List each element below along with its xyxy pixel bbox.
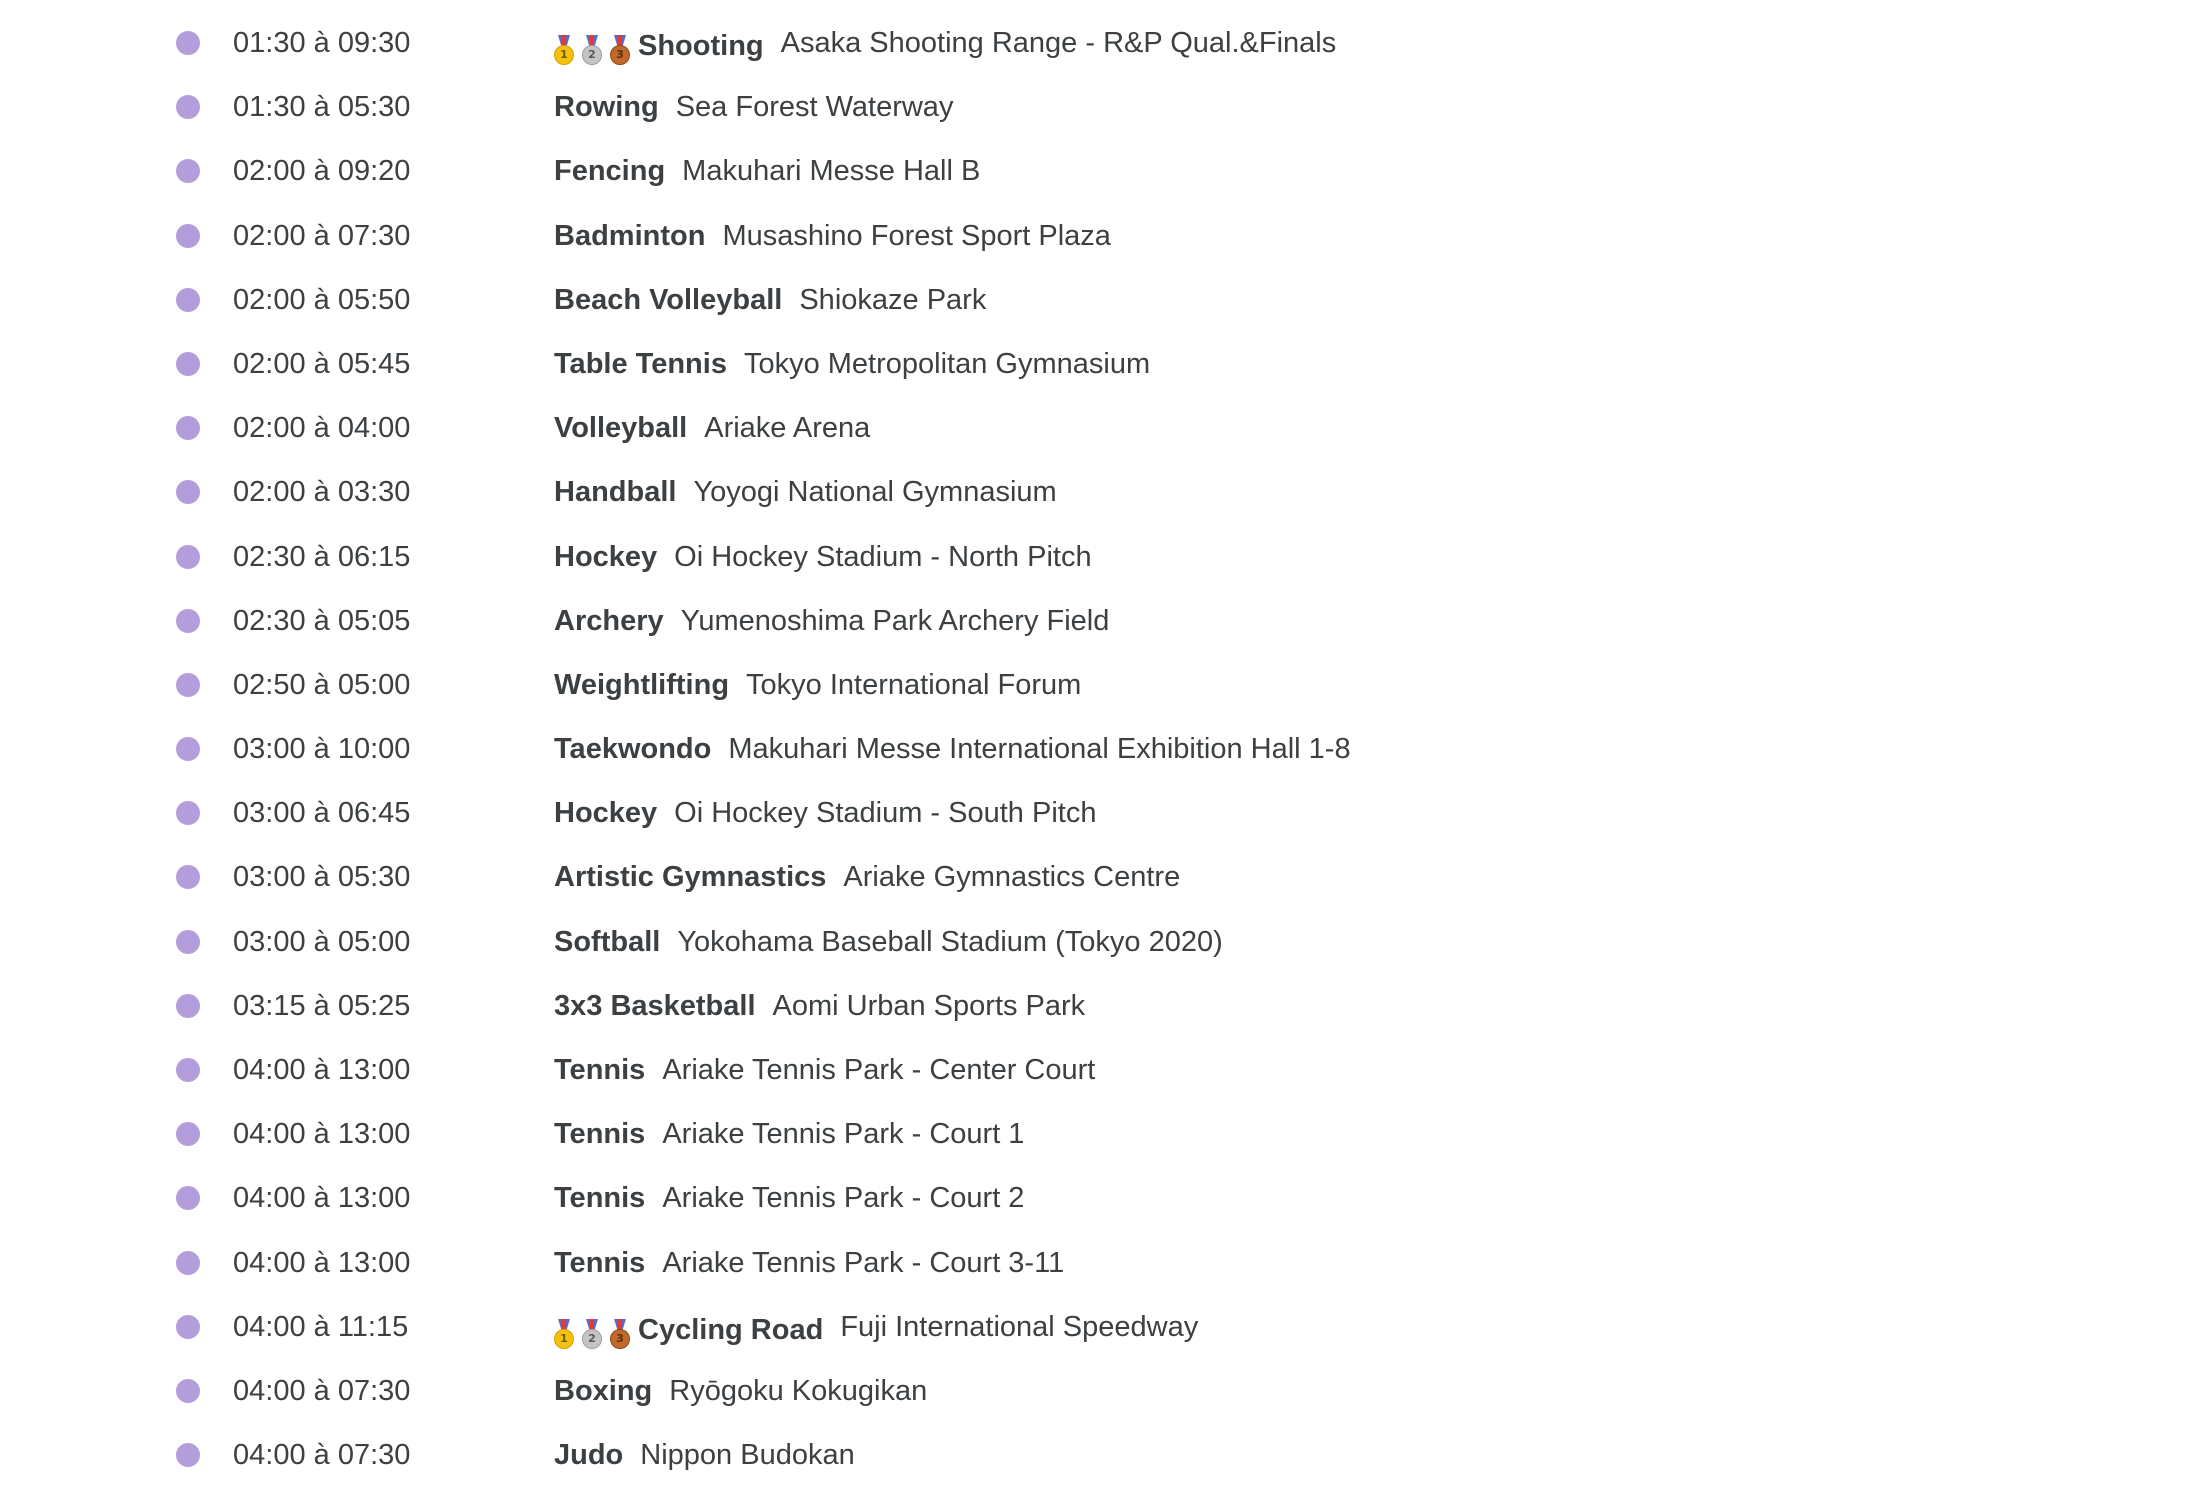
bronze-medal-icon: 3 xyxy=(610,1319,630,1349)
event-details xyxy=(554,1433,855,1477)
event-venue: Makuhari Messe Hall B xyxy=(682,155,981,188)
event-sport: Shooting xyxy=(638,30,764,62)
event-venue: Yoyogi National Gymnasium xyxy=(693,476,1057,509)
event-color-dot-icon xyxy=(176,31,200,55)
event-venue: Fuji International Speedway xyxy=(840,1310,1199,1343)
event-venue: Ariake Tennis Park - Court 2 xyxy=(662,1182,1025,1215)
event-row[interactable] xyxy=(0,85,2188,149)
event-sport: Archery xyxy=(554,604,664,637)
event-row[interactable] xyxy=(0,214,2188,278)
event-sport: Badminton xyxy=(554,219,706,252)
event-venue: Tokyo International Forum xyxy=(746,668,1082,701)
event-time: 02:50 à 05:00 xyxy=(233,668,411,701)
event-row[interactable] xyxy=(0,342,2188,406)
event-color-dot-icon xyxy=(176,865,200,889)
event-sport: Softball xyxy=(554,925,661,958)
event-color-dot-icon xyxy=(176,1122,200,1146)
event-color-dot-icon xyxy=(176,159,200,183)
event-row[interactable] xyxy=(0,1433,2188,1497)
event-color-dot-icon xyxy=(176,1186,200,1210)
event-venue: Ariake Tennis Park - Court 1 xyxy=(662,1118,1025,1151)
event-time: 03:00 à 05:00 xyxy=(233,925,411,958)
event-row[interactable] xyxy=(0,920,2188,984)
event-details xyxy=(554,1369,927,1413)
event-color-dot-icon xyxy=(176,930,200,954)
event-details xyxy=(554,21,1336,65)
event-venue: Tokyo Metropolitan Gymnasium xyxy=(743,347,1151,380)
event-details xyxy=(554,1048,1095,1092)
event-time: 04:00 à 07:30 xyxy=(233,1439,411,1472)
event-time: 03:00 à 06:45 xyxy=(233,797,411,830)
event-row[interactable] xyxy=(0,1305,2188,1369)
event-sport: Tennis xyxy=(554,1246,646,1279)
event-details xyxy=(554,599,1109,643)
event-details xyxy=(554,470,1057,514)
event-time: 02:00 à 05:50 xyxy=(233,283,411,316)
event-row[interactable] xyxy=(0,791,2188,855)
event-row[interactable] xyxy=(0,278,2188,342)
event-time: 03:15 à 05:25 xyxy=(233,989,411,1022)
event-time: 01:30 à 09:30 xyxy=(233,27,411,59)
event-time: 02:00 à 04:00 xyxy=(233,412,411,445)
event-venue: Aomi Urban Sports Park xyxy=(772,989,1086,1022)
event-sport: Volleyball xyxy=(554,412,688,445)
event-row[interactable] xyxy=(0,406,2188,470)
event-details xyxy=(554,1305,1198,1349)
event-sport: Taekwondo xyxy=(554,733,712,766)
event-venue: Ariake Arena xyxy=(704,412,871,445)
event-color-dot-icon xyxy=(176,545,200,569)
event-sport: Hockey xyxy=(554,540,658,573)
event-time: 03:00 à 10:00 xyxy=(233,733,411,766)
event-venue: Oi Hockey Stadium - North Pitch xyxy=(674,540,1092,573)
event-details xyxy=(554,85,953,129)
event-time: 02:00 à 09:20 xyxy=(233,155,411,188)
event-color-dot-icon xyxy=(176,480,200,504)
event-details xyxy=(554,214,1111,258)
event-details xyxy=(554,1241,1064,1285)
event-venue: Musashino Forest Sport Plaza xyxy=(722,219,1111,252)
event-sport: Tennis xyxy=(554,1118,646,1151)
agenda-list xyxy=(0,21,2188,1497)
event-color-dot-icon xyxy=(176,1379,200,1403)
medal-event-indicator xyxy=(554,21,630,65)
event-sport: Fencing xyxy=(554,155,666,188)
event-venue: Makuhari Messe International Exhibition Hall 1-8 xyxy=(728,733,1351,766)
event-sport: 3x3 Basketball xyxy=(554,989,756,1022)
event-sport: Tennis xyxy=(554,1054,646,1086)
event-row[interactable] xyxy=(0,1176,2188,1240)
event-color-dot-icon xyxy=(176,801,200,825)
event-sport: Beach Volleyball xyxy=(554,283,783,316)
event-time: 04:00 à 07:30 xyxy=(233,1374,411,1407)
event-row[interactable] xyxy=(0,1241,2188,1305)
event-sport: Boxing xyxy=(554,1374,653,1407)
event-sport: Hockey xyxy=(554,797,658,830)
event-sport: Judo xyxy=(554,1439,624,1472)
event-row[interactable] xyxy=(0,855,2188,919)
event-color-dot-icon xyxy=(176,1251,200,1275)
event-sport: Weightlifting xyxy=(554,668,730,701)
event-venue: Yumenoshima Park Archery Field xyxy=(680,604,1110,637)
event-row[interactable] xyxy=(0,21,2188,85)
event-details xyxy=(554,855,1180,899)
event-details xyxy=(554,727,1351,771)
event-row[interactable] xyxy=(0,149,2188,213)
event-time: 04:00 à 13:00 xyxy=(233,1246,411,1279)
event-row[interactable] xyxy=(0,1369,2188,1433)
event-venue: Sea Forest Waterway xyxy=(675,91,954,124)
event-row[interactable] xyxy=(0,663,2188,727)
event-color-dot-icon xyxy=(176,1058,200,1082)
gold-medal-icon: 1 xyxy=(554,1319,574,1349)
event-color-dot-icon xyxy=(176,673,200,697)
event-venue: Ariake Tennis Park - Center Court xyxy=(662,1054,1096,1086)
event-venue: Ryōgoku Kokugikan xyxy=(669,1374,928,1407)
event-details xyxy=(554,342,1150,386)
event-time: 04:00 à 13:00 xyxy=(233,1054,411,1086)
event-color-dot-icon xyxy=(176,416,200,440)
event-sport: Rowing xyxy=(554,91,659,124)
bronze-medal-icon: 3 xyxy=(610,35,630,65)
event-sport: Tennis xyxy=(554,1182,646,1215)
event-details xyxy=(554,278,986,322)
event-details xyxy=(554,1176,1024,1220)
event-time: 02:30 à 05:05 xyxy=(233,604,411,637)
event-details xyxy=(554,663,1081,707)
gold-medal-icon: 1 xyxy=(554,35,574,65)
event-color-dot-icon xyxy=(176,1315,200,1339)
event-details xyxy=(554,149,980,193)
event-sport: Handball xyxy=(554,476,677,509)
event-venue: Oi Hockey Stadium - South Pitch xyxy=(674,797,1097,830)
event-color-dot-icon xyxy=(176,95,200,119)
silver-medal-icon: 2 xyxy=(582,1319,602,1349)
medal-event-indicator xyxy=(554,1305,630,1349)
event-color-dot-icon xyxy=(176,288,200,312)
event-time: 02:30 à 06:15 xyxy=(233,540,411,573)
event-time: 04:00 à 13:00 xyxy=(233,1182,411,1215)
event-details xyxy=(554,920,1223,964)
event-venue: Ariake Tennis Park - Court 3-11 xyxy=(662,1246,1065,1279)
event-sport: Table Tennis xyxy=(554,347,727,380)
event-row[interactable] xyxy=(0,727,2188,791)
event-time: 04:00 à 11:15 xyxy=(233,1310,409,1343)
event-sport: Artistic Gymnastics xyxy=(554,861,827,894)
event-row[interactable] xyxy=(0,1112,2188,1176)
event-row[interactable] xyxy=(0,1048,2188,1112)
event-time: 04:00 à 13:00 xyxy=(233,1118,411,1151)
event-time: 02:00 à 03:30 xyxy=(233,476,411,509)
event-sport: Cycling Road xyxy=(638,1313,824,1346)
event-details xyxy=(554,535,1092,579)
event-row[interactable] xyxy=(0,535,2188,599)
event-row[interactable] xyxy=(0,984,2188,1048)
event-color-dot-icon xyxy=(176,609,200,633)
event-color-dot-icon xyxy=(176,352,200,376)
event-venue: Asaka Shooting Range - R&P Qual.&Finals xyxy=(780,27,1337,59)
event-venue: Nippon Budokan xyxy=(640,1439,855,1472)
event-time: 02:00 à 07:30 xyxy=(233,219,411,252)
silver-medal-icon: 2 xyxy=(582,35,602,65)
event-venue: Ariake Gymnastics Centre xyxy=(843,861,1181,894)
event-details xyxy=(554,1112,1024,1156)
event-time: 02:00 à 05:45 xyxy=(233,347,411,380)
event-venue: Yokohama Baseball Stadium (Tokyo 2020) xyxy=(677,925,1223,958)
event-color-dot-icon xyxy=(176,994,200,1018)
event-time: 03:00 à 05:30 xyxy=(233,861,411,894)
event-details xyxy=(554,791,1096,835)
event-color-dot-icon xyxy=(176,1443,200,1467)
event-color-dot-icon xyxy=(176,224,200,248)
event-time: 01:30 à 05:30 xyxy=(233,91,411,124)
event-venue: Shiokaze Park xyxy=(799,283,987,316)
event-color-dot-icon xyxy=(176,737,200,761)
event-row[interactable] xyxy=(0,470,2188,534)
event-details xyxy=(554,984,1085,1028)
event-details xyxy=(554,406,870,450)
event-row[interactable] xyxy=(0,599,2188,663)
